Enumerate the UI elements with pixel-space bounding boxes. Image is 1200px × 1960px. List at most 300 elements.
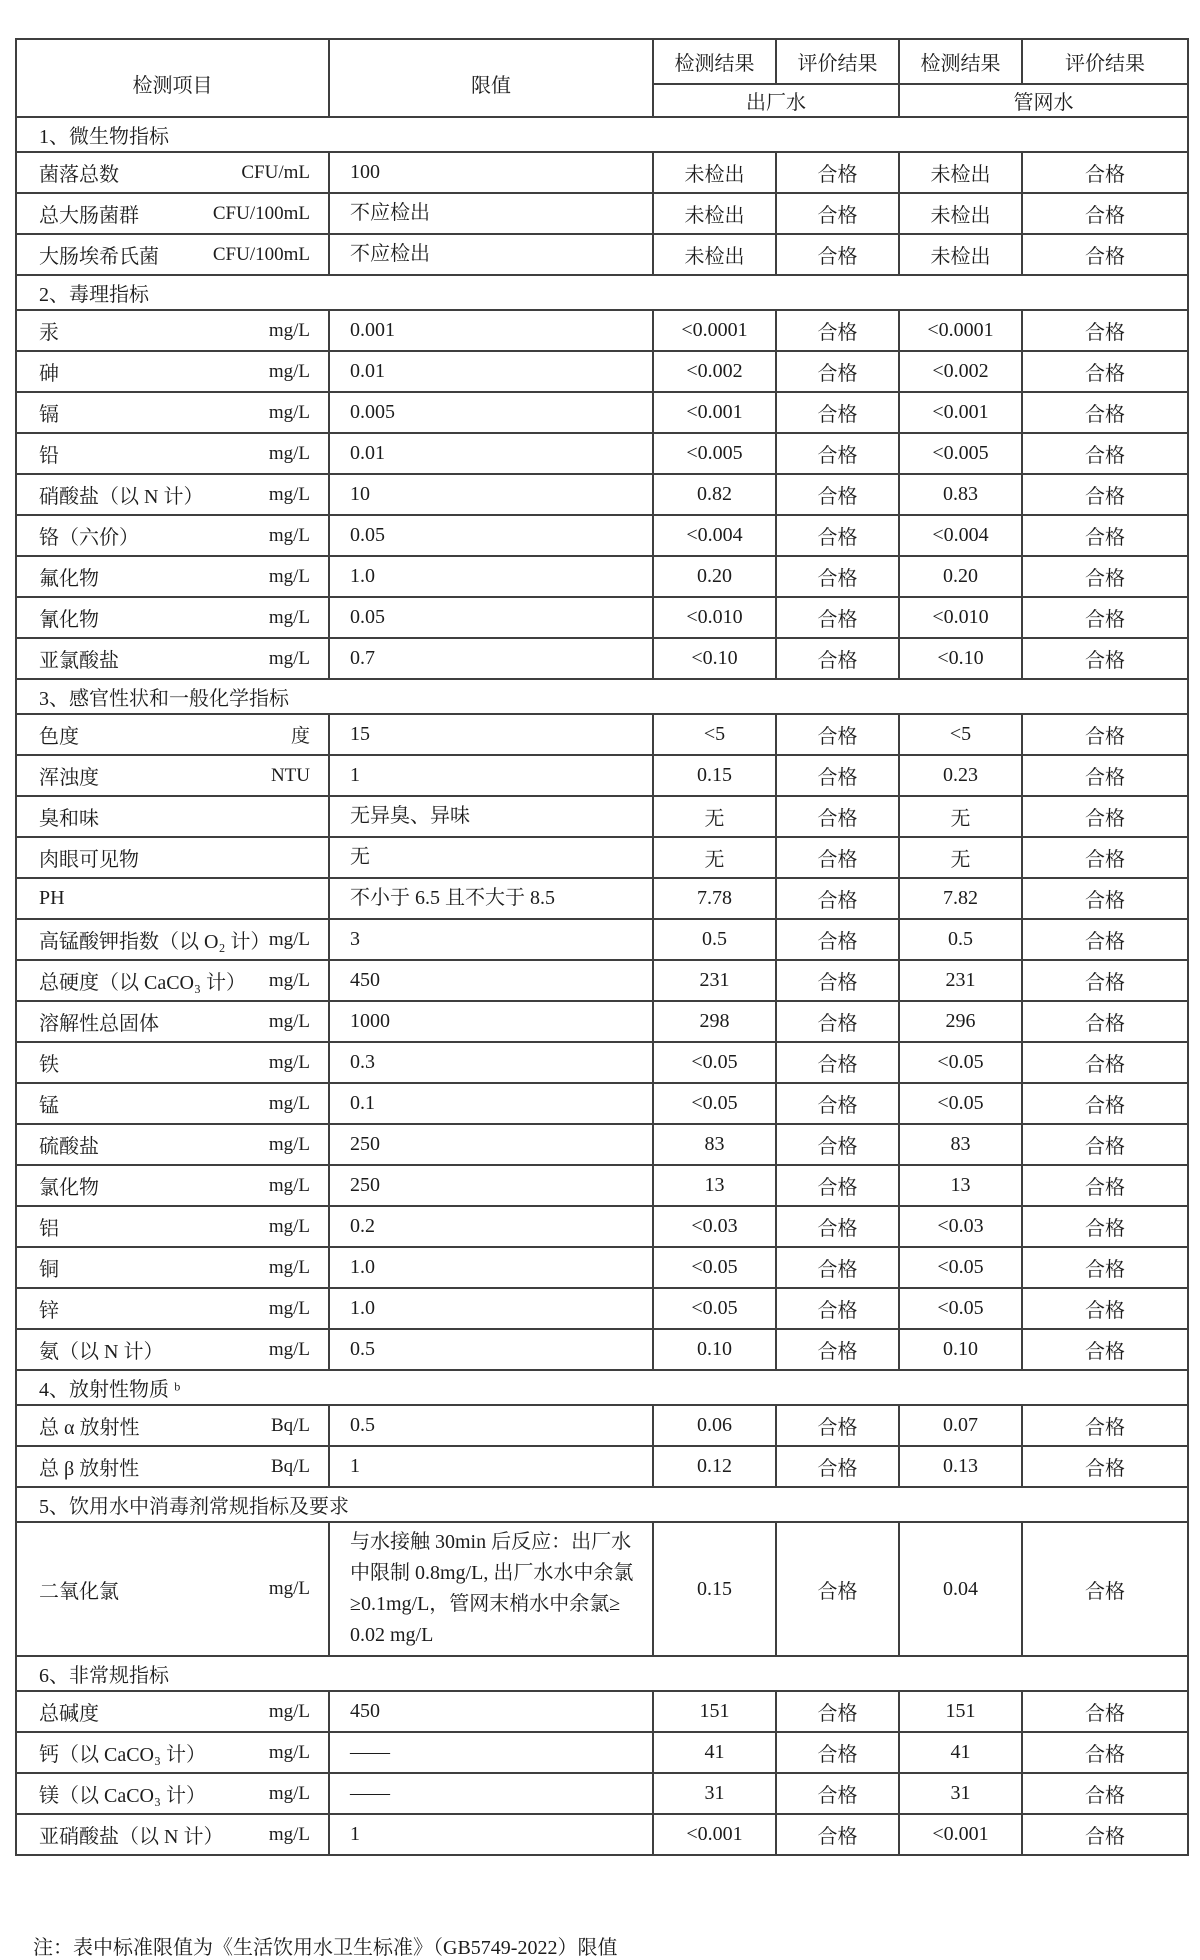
table-row: [16, 878, 1188, 919]
eval-factory-cell: 合格: [776, 310, 899, 351]
result-pipe-cell: 0.5: [899, 919, 1022, 960]
item-unit: mg/L: [268, 442, 310, 464]
item-name: 铝: [39, 1218, 59, 1240]
limit-cell: 0.005: [329, 392, 653, 433]
item-cell-layout: [39, 158, 310, 187]
item-cell: [16, 1124, 329, 1165]
table-row: [16, 1083, 1188, 1124]
eval-factory-cell: 合格: [776, 796, 899, 837]
item-cell-layout: [39, 1171, 310, 1200]
eval-pipe-cell: 合格: [1022, 1522, 1188, 1656]
result-pipe-cell: 未检出: [899, 234, 1022, 275]
item-unit: Bq/L: [270, 1414, 310, 1436]
item-cell: [16, 597, 329, 638]
item-cell: [16, 960, 329, 1001]
item-cell-layout: [39, 562, 310, 591]
limit-cell: 1.0: [329, 1247, 653, 1288]
eval-pipe-cell: 合格: [1022, 474, 1188, 515]
table-row: [16, 638, 1188, 679]
eval-pipe-cell: 合格: [1022, 755, 1188, 796]
item-cell-layout: [39, 1253, 310, 1282]
result-pipe-cell: 31: [899, 1773, 1022, 1814]
item-cell: [16, 755, 329, 796]
item-cell-layout: [39, 1294, 310, 1323]
table-row: [16, 474, 1188, 515]
item-name: 砷: [39, 363, 59, 385]
result-pipe-cell: <0.05: [899, 1288, 1022, 1329]
limit-cell: 0.01: [329, 433, 653, 474]
item-cell-layout: [39, 802, 310, 831]
limit-cell: 0.3: [329, 1042, 653, 1083]
eval-pipe-cell: 合格: [1022, 1405, 1188, 1446]
eval-pipe-cell: 合格: [1022, 714, 1188, 755]
result-pipe-cell: 未检出: [899, 193, 1022, 234]
result-pipe-cell: 151: [899, 1691, 1022, 1732]
section-row: [16, 275, 1188, 310]
item-unit: mg/L: [268, 1782, 310, 1804]
result-factory-cell: <0.001: [653, 1814, 776, 1855]
result-factory-cell: 31: [653, 1773, 776, 1814]
item-cell-layout: [39, 439, 310, 468]
item-name: 总大肠菌群: [39, 205, 139, 227]
limit-cell: 0.01: [329, 351, 653, 392]
item-name: 肉眼可见物: [39, 849, 139, 871]
result-pipe-cell: <0.03: [899, 1206, 1022, 1247]
eval-factory-cell: 合格: [776, 1691, 899, 1732]
section-title: 5、饮用水中消毒剂常规指标及要求: [16, 1487, 1188, 1522]
result-factory-cell: 0.06: [653, 1405, 776, 1446]
eval-factory-cell: 合格: [776, 1522, 899, 1656]
item-cell: [16, 1288, 329, 1329]
item-unit: NTU: [270, 764, 310, 786]
result-factory-cell: 13: [653, 1165, 776, 1206]
result-factory-cell: 未检出: [653, 193, 776, 234]
table-row: [16, 1206, 1188, 1247]
result-pipe-cell: <0.10: [899, 638, 1022, 679]
item-unit: mg/L: [268, 1051, 310, 1073]
table-row: [16, 392, 1188, 433]
section-row: [16, 1656, 1188, 1691]
table-row: [16, 351, 1188, 392]
table-row: [16, 960, 1188, 1001]
eval-factory-cell: 合格: [776, 638, 899, 679]
limit-cell: 250: [329, 1165, 653, 1206]
header-eval-factory: 评价结果: [776, 39, 899, 84]
table-row: [16, 1124, 1188, 1165]
item-cell-layout: [39, 887, 310, 910]
item-unit: Bq/L: [270, 1455, 310, 1477]
item-cell-layout: [39, 761, 310, 790]
section-row: [16, 1370, 1188, 1405]
table-row: [16, 193, 1188, 234]
item-name: 镁（以 CaCO₃ 计）: [39, 1785, 206, 1807]
item-cell-layout: [39, 603, 310, 632]
table-row: [16, 556, 1188, 597]
table-row: [16, 433, 1188, 474]
water-quality-table: [15, 38, 1189, 1856]
eval-factory-cell: 合格: [776, 556, 899, 597]
limit-cell: 1.0: [329, 1288, 653, 1329]
item-cell: [16, 392, 329, 433]
result-pipe-cell: 0.20: [899, 556, 1022, 597]
item-unit: mg/L: [268, 606, 310, 628]
table-row: [16, 152, 1188, 193]
section-row: [16, 1487, 1188, 1522]
result-pipe-cell: <0.010: [899, 597, 1022, 638]
item-cell: [16, 474, 329, 515]
item-cell: [16, 1329, 329, 1370]
eval-pipe-cell: 合格: [1022, 796, 1188, 837]
table-row: [16, 1773, 1188, 1814]
item-cell: [16, 919, 329, 960]
eval-pipe-cell: 合格: [1022, 351, 1188, 392]
result-pipe-cell: <0.05: [899, 1042, 1022, 1083]
eval-pipe-cell: 合格: [1022, 234, 1188, 275]
section-title: 6、非常规指标: [16, 1656, 1188, 1691]
eval-pipe-cell: 合格: [1022, 1042, 1188, 1083]
limit-cell: 不小于 6.5 且不大于 8.5: [329, 878, 653, 919]
item-name: 菌落总数: [39, 164, 119, 186]
item-unit: mg/L: [268, 928, 310, 950]
eval-pipe-cell: 合格: [1022, 1691, 1188, 1732]
item-cell: [16, 1773, 329, 1814]
eval-factory-cell: 合格: [776, 1773, 899, 1814]
eval-factory-cell: 合格: [776, 1814, 899, 1855]
limit-cell: 1: [329, 1814, 653, 1855]
item-cell-layout: [39, 720, 310, 749]
header-limit: 限值: [329, 39, 653, 117]
table-row: [16, 234, 1188, 275]
item-unit: mg/L: [268, 1174, 310, 1196]
eval-pipe-cell: 合格: [1022, 1329, 1188, 1370]
result-factory-cell: <0.0001: [653, 310, 776, 351]
item-cell-layout: [39, 1697, 310, 1726]
eval-pipe-cell: 合格: [1022, 193, 1188, 234]
eval-pipe-cell: 合格: [1022, 1165, 1188, 1206]
limit-cell: 与水接触 30min 后反应：出厂水中限制 0.8mg/L, 出厂水水中余氯≥0.1mg/L，管网末梢水中余氯≥ 0.02 mg/L: [329, 1522, 653, 1656]
result-factory-cell: 7.78: [653, 878, 776, 919]
limit-cell: ——: [329, 1732, 653, 1773]
item-unit: mg/L: [268, 1297, 310, 1319]
item-cell: [16, 796, 329, 837]
limit-cell: 0.2: [329, 1206, 653, 1247]
item-cell: [16, 1691, 329, 1732]
result-pipe-cell: 7.82: [899, 878, 1022, 919]
result-factory-cell: <0.002: [653, 351, 776, 392]
result-pipe-cell: 0.83: [899, 474, 1022, 515]
item-cell-layout: [39, 1411, 310, 1440]
result-factory-cell: 151: [653, 1691, 776, 1732]
table-row: [16, 1288, 1188, 1329]
result-pipe-cell: 无: [899, 837, 1022, 878]
item-cell-layout: [39, 199, 310, 228]
eval-pipe-cell: 合格: [1022, 1446, 1188, 1487]
eval-pipe-cell: 合格: [1022, 433, 1188, 474]
item-cell: [16, 1814, 329, 1855]
limit-cell: 1: [329, 1446, 653, 1487]
table-row: [16, 1732, 1188, 1773]
result-factory-cell: <0.03: [653, 1206, 776, 1247]
result-factory-cell: 83: [653, 1124, 776, 1165]
result-pipe-cell: 13: [899, 1165, 1022, 1206]
item-cell-layout: [39, 1335, 310, 1364]
eval-factory-cell: 合格: [776, 837, 899, 878]
limit-cell: 1000: [329, 1001, 653, 1042]
result-pipe-cell: 0.13: [899, 1446, 1022, 1487]
item-cell-layout: [39, 966, 310, 995]
eval-factory-cell: 合格: [776, 1288, 899, 1329]
item-name: 高锰酸钾指数（以 O₂ 计）: [39, 931, 271, 953]
result-factory-cell: 0.82: [653, 474, 776, 515]
table-row: [16, 755, 1188, 796]
item-name: 铜: [39, 1259, 59, 1281]
eval-factory-cell: 合格: [776, 1206, 899, 1247]
result-factory-cell: <0.10: [653, 638, 776, 679]
eval-factory-cell: 合格: [776, 919, 899, 960]
eval-factory-cell: 合格: [776, 234, 899, 275]
item-name: 镉: [39, 404, 59, 426]
table-row: [16, 515, 1188, 556]
header-group-pipe-water: 管网水: [899, 84, 1188, 117]
eval-factory-cell: 合格: [776, 597, 899, 638]
item-cell: [16, 310, 329, 351]
item-cell: [16, 1001, 329, 1042]
item-unit: mg/L: [268, 1338, 310, 1360]
eval-factory-cell: 合格: [776, 1446, 899, 1487]
item-unit: mg/L: [268, 360, 310, 382]
eval-pipe-cell: 合格: [1022, 1083, 1188, 1124]
header-result-pipe: 检测结果: [899, 39, 1022, 84]
item-cell: [16, 1165, 329, 1206]
item-cell: [16, 234, 329, 275]
result-pipe-cell: <0.001: [899, 392, 1022, 433]
header-item: 检测项目: [16, 39, 329, 117]
item-unit: mg/L: [268, 319, 310, 341]
eval-pipe-cell: 合格: [1022, 152, 1188, 193]
table-row: [16, 796, 1188, 837]
result-factory-cell: 0.20: [653, 556, 776, 597]
eval-pipe-cell: 合格: [1022, 1288, 1188, 1329]
item-unit: mg/L: [268, 1823, 310, 1845]
limit-cell: 450: [329, 960, 653, 1001]
limit-cell: 15: [329, 714, 653, 755]
table-row: [16, 1522, 1188, 1656]
item-cell-layout: [39, 316, 310, 345]
eval-factory-cell: 合格: [776, 755, 899, 796]
eval-factory-cell: 合格: [776, 1329, 899, 1370]
limit-cell: 0.05: [329, 597, 653, 638]
item-unit: mg/L: [268, 1010, 310, 1032]
item-cell: [16, 351, 329, 392]
result-factory-cell: 41: [653, 1732, 776, 1773]
footnote: 注：表中标准限值为《生活饮用水卫生标准》（GB5749-2022）限值: [33, 1937, 618, 1959]
eval-factory-cell: 合格: [776, 1001, 899, 1042]
item-name: 溶解性总固体: [39, 1013, 159, 1035]
item-cell: [16, 714, 329, 755]
item-cell-layout: [39, 1738, 310, 1767]
result-factory-cell: 0.5: [653, 919, 776, 960]
item-unit: mg/L: [268, 1741, 310, 1763]
table-row: [16, 1247, 1188, 1288]
item-cell: [16, 1206, 329, 1247]
limit-cell: ——: [329, 1773, 653, 1814]
item-name: 汞: [39, 322, 59, 344]
item-name: 铅: [39, 445, 59, 467]
table-row: [16, 919, 1188, 960]
result-factory-cell: 0.10: [653, 1329, 776, 1370]
result-factory-cell: <0.001: [653, 392, 776, 433]
result-factory-cell: 无: [653, 796, 776, 837]
result-factory-cell: <0.004: [653, 515, 776, 556]
item-name: 亚硝酸盐（以 N 计）: [39, 1826, 224, 1848]
item-cell-layout: [39, 644, 310, 673]
item-cell-layout: [39, 357, 310, 386]
eval-pipe-cell: 合格: [1022, 597, 1188, 638]
result-pipe-cell: 0.07: [899, 1405, 1022, 1446]
result-pipe-cell: 未检出: [899, 152, 1022, 193]
section-title: 4、放射性物质 ᵇ: [16, 1370, 1188, 1405]
item-cell-layout: [39, 480, 310, 509]
limit-cell: 不应检出: [329, 234, 653, 275]
section-title: 3、感官性状和一般化学指标: [16, 679, 1188, 714]
item-name: 臭和味: [39, 808, 99, 830]
header-eval-pipe: 评价结果: [1022, 39, 1188, 84]
item-name: 总 β 放射性: [39, 1458, 140, 1480]
item-name: 总硬度（以 CaCO₃ 计）: [39, 972, 246, 994]
item-name: PH: [39, 887, 65, 909]
result-pipe-cell: <5: [899, 714, 1022, 755]
item-cell-layout: [39, 1779, 310, 1808]
section-title: 2、毒理指标: [16, 275, 1188, 310]
item-name: 锰: [39, 1095, 59, 1117]
item-name: 二氧化氯: [39, 1580, 119, 1603]
eval-pipe-cell: 合格: [1022, 1001, 1188, 1042]
eval-pipe-cell: 合格: [1022, 919, 1188, 960]
item-unit: mg/L: [268, 1578, 310, 1599]
result-pipe-cell: 0.04: [899, 1522, 1022, 1656]
eval-factory-cell: 合格: [776, 1124, 899, 1165]
item-cell: [16, 556, 329, 597]
item-cell: [16, 1247, 329, 1288]
item-name: 大肠埃希氏菌: [39, 246, 159, 268]
item-unit: mg/L: [268, 483, 310, 505]
item-name: 铬（六价）: [39, 527, 139, 549]
eval-factory-cell: 合格: [776, 714, 899, 755]
table-row: [16, 837, 1188, 878]
eval-factory-cell: 合格: [776, 474, 899, 515]
item-unit: 度: [290, 726, 310, 747]
limit-cell: 无: [329, 837, 653, 878]
eval-factory-cell: 合格: [776, 1732, 899, 1773]
result-factory-cell: <0.005: [653, 433, 776, 474]
table-row: [16, 714, 1188, 755]
limit-cell: 0.5: [329, 1405, 653, 1446]
result-pipe-cell: <0.05: [899, 1083, 1022, 1124]
limit-cell: 不应检出: [329, 193, 653, 234]
eval-pipe-cell: 合格: [1022, 960, 1188, 1001]
item-cell-layout: [39, 1007, 310, 1036]
result-pipe-cell: 无: [899, 796, 1022, 837]
eval-pipe-cell: 合格: [1022, 1247, 1188, 1288]
result-factory-cell: 未检出: [653, 152, 776, 193]
eval-pipe-cell: 合格: [1022, 1732, 1188, 1773]
table-row: [16, 1165, 1188, 1206]
item-cell: [16, 1446, 329, 1487]
item-unit: mg/L: [268, 1700, 310, 1722]
item-cell-layout: [39, 398, 310, 427]
limit-cell: 0.7: [329, 638, 653, 679]
item-unit: mg/L: [268, 401, 310, 423]
item-cell: [16, 1042, 329, 1083]
item-name: 氟化物: [39, 568, 99, 590]
limit-cell: 0.001: [329, 310, 653, 351]
table-row: [16, 1001, 1188, 1042]
eval-factory-cell: 合格: [776, 392, 899, 433]
item-unit: mg/L: [268, 969, 310, 991]
item-cell-layout: [39, 1452, 310, 1481]
section-row: [16, 679, 1188, 714]
item-name: 亚氯酸盐: [39, 650, 119, 672]
item-unit: mg/L: [268, 647, 310, 669]
table-row: [16, 1042, 1188, 1083]
eval-factory-cell: 合格: [776, 1405, 899, 1446]
item-name: 总 α 放射性: [39, 1417, 140, 1439]
eval-pipe-cell: 合格: [1022, 310, 1188, 351]
eval-pipe-cell: 合格: [1022, 1124, 1188, 1165]
item-unit: mg/L: [268, 524, 310, 546]
eval-factory-cell: 合格: [776, 1042, 899, 1083]
result-pipe-cell: 0.23: [899, 755, 1022, 796]
table-row: [16, 1446, 1188, 1487]
eval-pipe-cell: 合格: [1022, 1814, 1188, 1855]
eval-pipe-cell: 合格: [1022, 1206, 1188, 1247]
result-pipe-cell: <0.001: [899, 1814, 1022, 1855]
result-pipe-cell: <0.05: [899, 1247, 1022, 1288]
eval-factory-cell: 合格: [776, 152, 899, 193]
item-unit: CFU/100mL: [212, 202, 310, 224]
result-factory-cell: 0.15: [653, 755, 776, 796]
table-row: [16, 310, 1188, 351]
item-cell: [16, 152, 329, 193]
result-factory-cell: 0.15: [653, 1522, 776, 1656]
result-factory-cell: 无: [653, 837, 776, 878]
result-factory-cell: <5: [653, 714, 776, 755]
table-row: [16, 597, 1188, 638]
result-pipe-cell: 231: [899, 960, 1022, 1001]
item-cell: [16, 1083, 329, 1124]
item-name: 铁: [39, 1054, 59, 1076]
limit-cell: 1.0: [329, 556, 653, 597]
result-pipe-cell: <0.0001: [899, 310, 1022, 351]
result-factory-cell: <0.05: [653, 1247, 776, 1288]
limit-cell: 100: [329, 152, 653, 193]
result-factory-cell: 0.12: [653, 1446, 776, 1487]
item-name: 氨（以 N 计）: [39, 1341, 164, 1363]
item-cell-layout: [39, 1212, 310, 1241]
item-unit: CFU/100mL: [212, 243, 310, 265]
eval-factory-cell: 合格: [776, 878, 899, 919]
header-result-factory: 检测结果: [653, 39, 776, 84]
report-page: [0, 38, 1200, 1960]
result-pipe-cell: 41: [899, 1732, 1022, 1773]
eval-pipe-cell: 合格: [1022, 878, 1188, 919]
item-cell: [16, 433, 329, 474]
eval-factory-cell: 合格: [776, 960, 899, 1001]
result-factory-cell: <0.010: [653, 597, 776, 638]
eval-pipe-cell: 合格: [1022, 392, 1188, 433]
eval-pipe-cell: 合格: [1022, 515, 1188, 556]
item-cell: [16, 1522, 329, 1656]
